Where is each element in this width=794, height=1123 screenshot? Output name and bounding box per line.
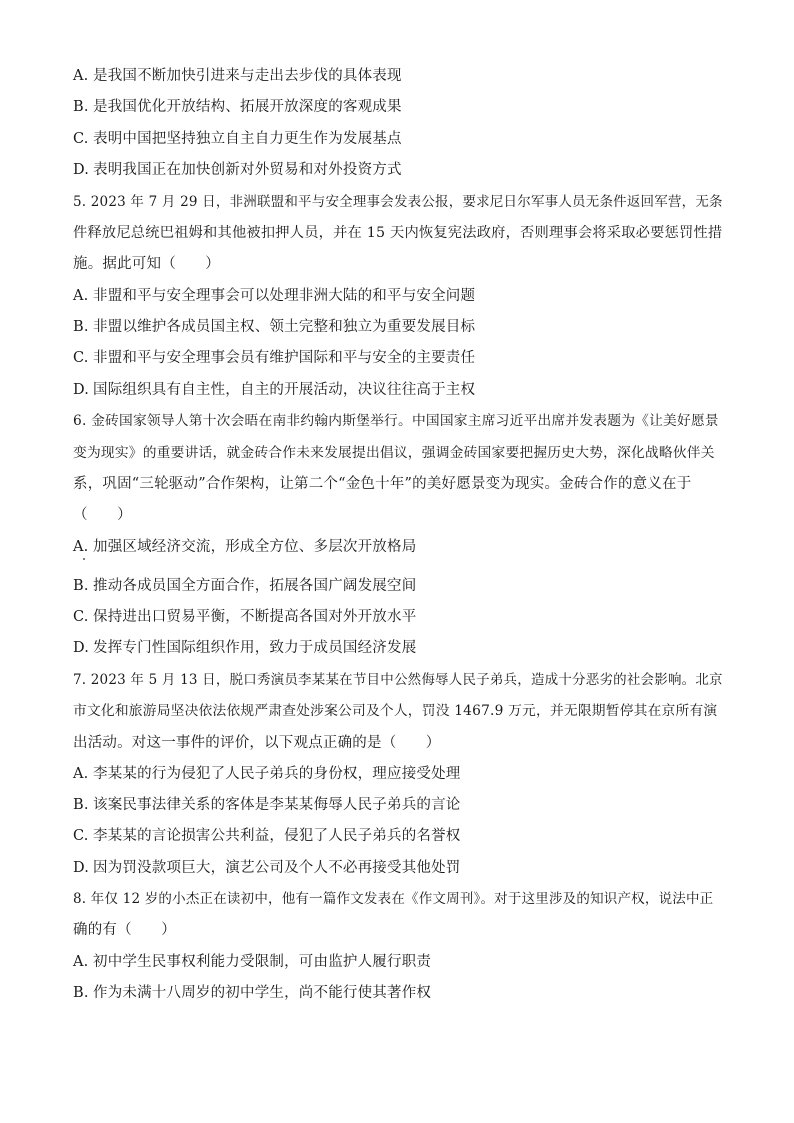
option-letter: A. bbox=[73, 68, 89, 84]
option-letter: A. bbox=[73, 288, 89, 304]
q4-option-a bbox=[73, 66, 723, 86]
q7-option-c bbox=[73, 826, 723, 846]
option-letter: C. bbox=[73, 350, 89, 366]
q5-option-b bbox=[73, 317, 723, 337]
q7-stem-line-1: 7. 2023 年 5 月 13 日，脱口秀演员李某某在节目中公然侮辱人民子弟兵，造成十分恶劣的社会影响。北京 bbox=[73, 672, 723, 688]
q8-option-a bbox=[73, 952, 723, 972]
q8-option-b bbox=[73, 983, 723, 1003]
option-text: 是我国优化开放结构、拓展开放深度的客观成果 bbox=[93, 99, 402, 115]
q7-option-d bbox=[73, 858, 723, 878]
option-letter: B. bbox=[73, 797, 89, 813]
q7-stem-line-2: 市文化和旅游局坚决依法依规严肃查处涉案公司及个人，罚没 1467.9 万元，并无限期暂停其在京所有演 bbox=[73, 703, 718, 719]
stray-dot bbox=[83, 558, 85, 560]
option-letter: A. bbox=[73, 766, 89, 782]
option-letter: C. bbox=[73, 131, 89, 147]
q5-option-d bbox=[73, 380, 723, 400]
option-letter: D. bbox=[73, 860, 90, 876]
q5-option-c bbox=[73, 348, 723, 368]
option-letter: D. bbox=[73, 382, 90, 398]
option-letter: B. bbox=[73, 985, 89, 1001]
q6-option-a bbox=[73, 537, 723, 557]
q6-option-d bbox=[73, 638, 723, 658]
option-letter: C. bbox=[73, 609, 89, 625]
option-letter: A. bbox=[73, 539, 89, 555]
q6-stem-line-4: （ ） bbox=[73, 507, 132, 523]
q4-option-d bbox=[73, 160, 723, 180]
q8-stem-line-2: 确的有（ ） bbox=[73, 922, 176, 938]
q8-stem-line-1: 8. 年仅 12 岁的小杰正在读初中，他有一篇作文发表在《作文周刊》。对于这里涉及的知识产权，说法中正 bbox=[73, 891, 714, 907]
q5-stem-line-1: 5. 2023 年 7 月 29 日，非洲联盟和平与安全理事会发表公报，要求尼日尔军事人员无条件返回军营，无条 bbox=[73, 194, 723, 210]
option-letter: D. bbox=[73, 640, 90, 656]
q6-option-b bbox=[73, 576, 723, 596]
q6-stem-line-3: 系，巩固“三轮驱动”合作架构，让第二个“金色十年”的美好愿景变为现实。金砖合作的意义在于 bbox=[73, 476, 692, 492]
q6-stem-line-1: 6. 金砖国家领导人第十次会晤在南非约翰内斯堡举行。中国国家主席习近平出席并发表题为《让美好愿景 bbox=[73, 413, 719, 429]
q4-option-c bbox=[73, 129, 723, 149]
option-letter: B. bbox=[73, 578, 89, 594]
option-letter: B. bbox=[73, 99, 89, 115]
option-text: 非盟以维护各成员国主权、领土完整和独立为重要发展目标 bbox=[93, 319, 476, 335]
option-text: 推动各成员国全方面合作，拓展各国广阔发展空间 bbox=[93, 578, 417, 594]
option-letter: C. bbox=[73, 828, 89, 844]
option-text: 表明我国正在加快创新对外贸易和对外投资方式 bbox=[93, 162, 402, 178]
q5-option-a bbox=[73, 286, 723, 306]
option-text: 作为未满十八周岁的初中学生，尚不能行使其著作权 bbox=[93, 985, 432, 1001]
option-text: 发挥专门性国际组织作用，致力于成员国经济发展 bbox=[93, 640, 417, 656]
q7-stem-line-3: 出活动。对这一事件的评价，以下观点正确的是（ ） bbox=[73, 735, 441, 751]
option-text: 表明中国把坚持独立自主自力更生作为发展基点 bbox=[93, 131, 402, 147]
q6-stem-line-2: 变为现实》的重要讲话，就金砖合作未来发展提出倡议，强调金砖国家要把握历史大势，深化战略伙伴关 bbox=[73, 445, 715, 461]
q6-option-c bbox=[73, 607, 723, 627]
option-text: 李某某的行为侵犯了人民子弟兵的身份权，理应接受处理 bbox=[93, 766, 461, 782]
option-text: 李某某的言论损害公共利益，侵犯了人民子弟兵的名誉权 bbox=[93, 828, 461, 844]
q5-stem-line-2: 件释放尼总统巴祖姆和其他被扣押人员，并在 15 天内恢复宪法政府，否则理事会将采取必要惩罚性措 bbox=[73, 225, 723, 241]
option-letter: D. bbox=[73, 162, 90, 178]
option-text: 保持进出口贸易平衡，不断提高各国对外开放水平 bbox=[93, 609, 417, 625]
q7-option-a bbox=[73, 764, 723, 784]
option-text: 国际组织具有自主性，自主的开展活动，决议往往高于主权 bbox=[93, 382, 476, 398]
q7-option-b bbox=[73, 795, 723, 815]
option-text: 非盟和平与安全理事会可以处理非洲大陆的和平与安全问题 bbox=[93, 288, 476, 304]
q4-option-b bbox=[73, 97, 723, 117]
option-text: 初中学生民事权利能力受限制，可由监护人履行职责 bbox=[93, 954, 432, 970]
option-letter: B. bbox=[73, 319, 89, 335]
option-text: 该案民事法律关系的客体是李某某侮辱人民子弟兵的言论 bbox=[93, 797, 461, 813]
option-text: 非盟和平与安全理事会员有维护国际和平与安全的主要责任 bbox=[93, 350, 476, 366]
option-text: 加强区域经济交流，形成全方位、多层次开放格局 bbox=[93, 539, 417, 555]
option-text: 因为罚没款项巨大，演艺公司及个人不必再接受其他处罚 bbox=[93, 860, 461, 876]
q5-stem-line-3: 施。据此可知（ ） bbox=[73, 256, 220, 272]
option-text: 是我国不断加快引进来与走出去步伐的具体表现 bbox=[93, 68, 402, 84]
option-letter: A. bbox=[73, 954, 89, 970]
